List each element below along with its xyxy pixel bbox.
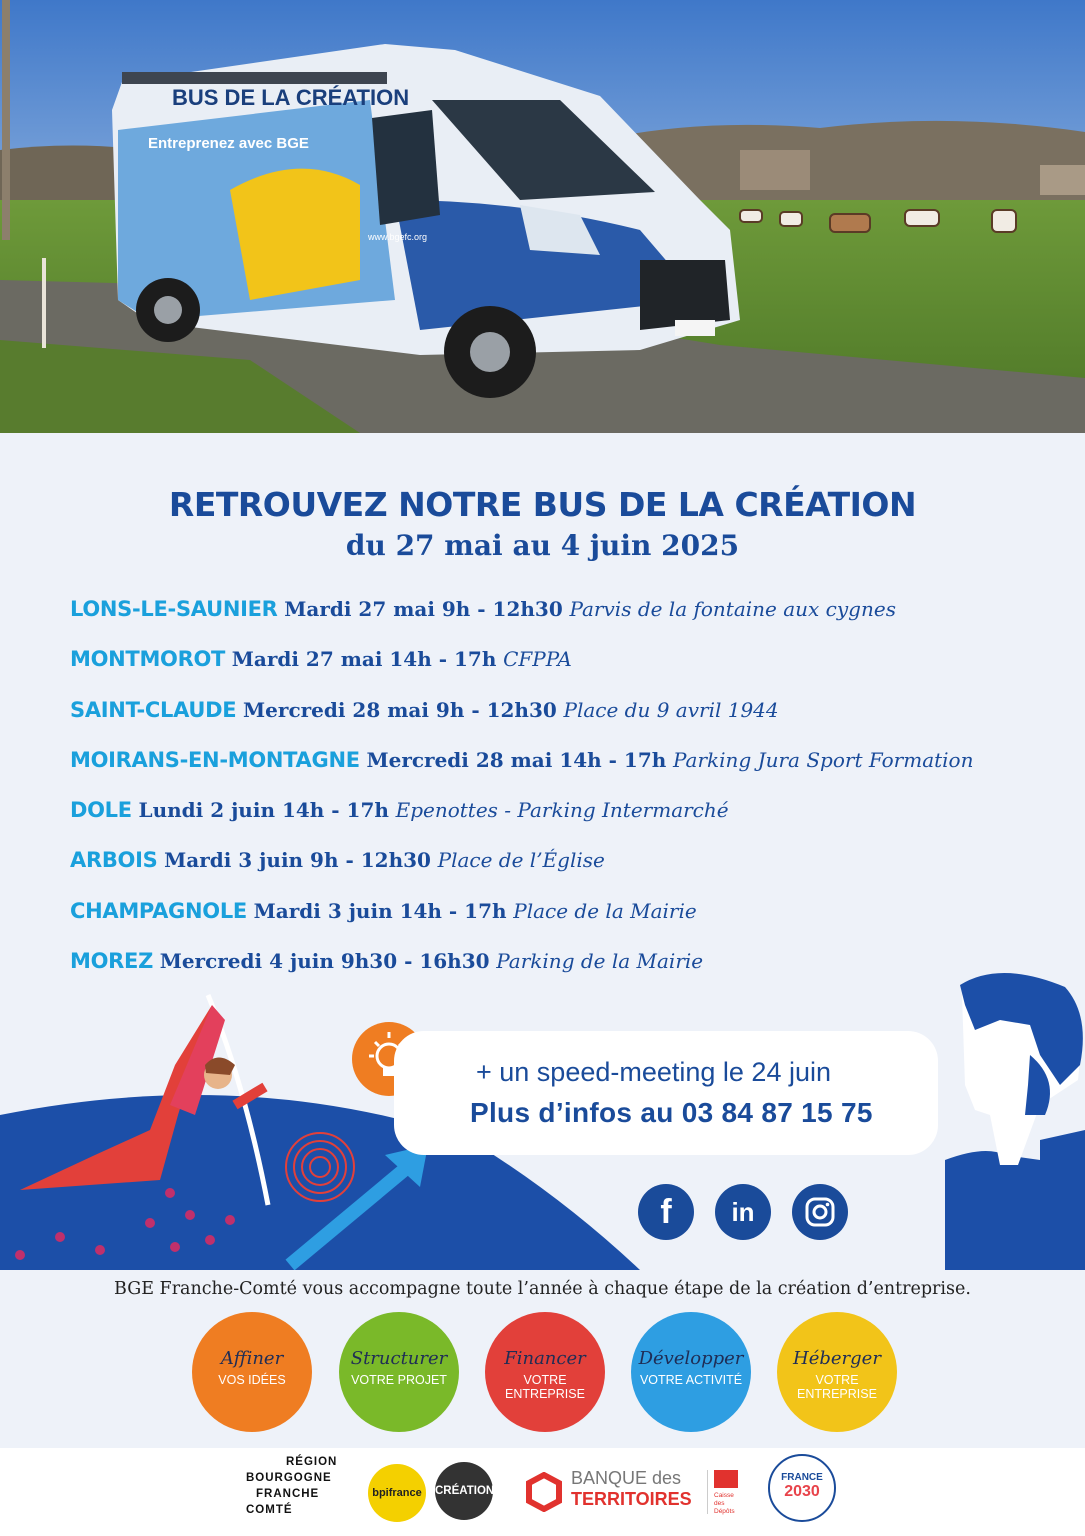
region-line: RÉGION xyxy=(286,1456,338,1468)
stop-city: MOREZ xyxy=(70,949,153,974)
step-object: VOS IDÉES xyxy=(218,1373,286,1387)
banque-territoires-logo xyxy=(571,1468,692,1510)
step-verb: Développer xyxy=(638,1348,744,1369)
partner-logos xyxy=(0,1448,1085,1536)
tagline: BGE Franche-Comté vous accompagne toute l’année à chaque étape de la création d’entreprise. xyxy=(114,1279,971,1299)
step-verb: Héberger xyxy=(793,1348,881,1369)
stop-list xyxy=(70,595,1070,997)
stop-place: Place de l’Église xyxy=(437,848,605,873)
step-financer xyxy=(485,1312,605,1432)
france-2030-logo xyxy=(768,1454,836,1522)
banque-territoires-icon xyxy=(524,1472,564,1512)
schedule-section xyxy=(0,433,1085,993)
stop-row xyxy=(70,645,1070,695)
stop-row xyxy=(70,595,1070,645)
stop-row xyxy=(70,796,1070,846)
phone-line[interactable]: Plus d’infos au 03 84 87 15 75 xyxy=(470,1097,873,1128)
stop-time: Lundi 2 juin 14h - 17h xyxy=(138,798,389,823)
stop-place: Parking de la Mairie xyxy=(496,949,704,974)
stop-city: SAINT-CLAUDE xyxy=(70,697,237,722)
speed-meeting-text: + un speed-meeting le 24 juin xyxy=(476,1057,831,1087)
stop-city: CHAMPAGNOLE xyxy=(70,898,247,923)
stop-place: CFPPA xyxy=(503,647,572,672)
stop-place: Place de la Mairie xyxy=(513,898,697,923)
caisse-depots-logo xyxy=(707,1470,743,1514)
stop-city: ARBOIS xyxy=(70,848,158,873)
stop-city: LONS-LE-SAUNIER xyxy=(70,597,278,621)
step-object: VOTRE ENTREPRISE xyxy=(505,1373,585,1401)
step-verb: Affiner xyxy=(220,1348,284,1369)
stop-city: DOLE xyxy=(70,798,132,823)
cdc-line: des Dépôts xyxy=(714,1500,735,1515)
contact-bubble xyxy=(394,1031,938,1155)
stop-city: MONTMOROT xyxy=(70,647,226,672)
stop-time: Mardi 27 mai 14h - 17h xyxy=(231,647,497,672)
stop-city: MOIRANS-EN-MONTAGNE xyxy=(70,747,360,772)
bus-url-text: www.bgefc.org xyxy=(368,232,428,242)
stop-time: Mardi 3 juin 9h - 12h30 xyxy=(164,848,431,873)
region-line: FRANCHE xyxy=(256,1488,320,1500)
region-line: COMTÉ xyxy=(246,1504,293,1516)
stop-place: Epenottes - Parking Intermarché xyxy=(395,798,729,823)
bdt-line-1: BANQUE des xyxy=(571,1468,682,1488)
step-structurer xyxy=(339,1312,459,1432)
creation-logo: CRÉATION xyxy=(435,1462,493,1520)
stop-time: Mercredi 28 mai 9h - 12h30 xyxy=(243,697,557,722)
stop-place: Parvis de la fontaine aux cygnes xyxy=(569,597,896,621)
cdc-squirrel-icon xyxy=(714,1470,738,1488)
bus-slogan-text: Entreprenez avec BGE xyxy=(148,135,309,152)
stop-time: Mercredi 4 juin 9h30 - 16h30 xyxy=(159,949,490,974)
stop-time: Mercredi 28 mai 14h - 17h xyxy=(366,747,667,772)
step-developper xyxy=(631,1312,751,1432)
bdt-line-2 xyxy=(571,1489,692,1510)
step-affiner xyxy=(192,1312,312,1432)
step-verb: Structurer xyxy=(350,1348,448,1369)
bus-title-text: BUS DE LA CRÉATION xyxy=(172,85,410,110)
france2030-top: FRANCE xyxy=(781,1472,823,1483)
cdc-line: Caisse xyxy=(714,1492,734,1499)
hero-photo xyxy=(0,0,1085,433)
facebook-icon[interactable]: f xyxy=(638,1184,694,1240)
region-bfc-logo xyxy=(246,1454,337,1518)
instagram-icon[interactable] xyxy=(792,1184,848,1240)
region-line: BOURGOGNE xyxy=(246,1472,332,1484)
france2030-year: 2030 xyxy=(784,1483,820,1500)
step-heberger xyxy=(777,1312,897,1432)
stop-row xyxy=(70,897,1070,947)
step-circles xyxy=(0,1312,1085,1432)
stop-row xyxy=(70,846,1070,896)
stop-row xyxy=(70,746,1070,796)
bdt-line-2-text: TERRITOIRES xyxy=(571,1489,692,1509)
schedule-dates: du 27 mai au 4 juin 2025 xyxy=(345,529,740,562)
schedule-title: RETROUVEZ NOTRE BUS DE LA CRÉATION xyxy=(168,485,917,524)
stop-row xyxy=(70,696,1070,746)
bpifrance-logo: bpifrance xyxy=(368,1464,426,1522)
stop-time: Mardi 3 juin 14h - 17h xyxy=(253,898,507,923)
step-object: VOTRE ACTIVITÉ xyxy=(639,1373,743,1387)
stop-time: Mardi 27 mai 9h - 12h30 xyxy=(284,597,563,621)
stop-place: Place du 9 avril 1944 xyxy=(563,697,779,722)
linkedin-icon[interactable]: in xyxy=(715,1184,771,1240)
step-verb: Financer xyxy=(504,1348,586,1369)
step-object: VOTRE ENTREPRISE xyxy=(797,1373,877,1401)
stop-place: Parking Jura Sport Formation xyxy=(673,747,974,772)
step-object: VOTRE PROJET xyxy=(351,1373,447,1387)
